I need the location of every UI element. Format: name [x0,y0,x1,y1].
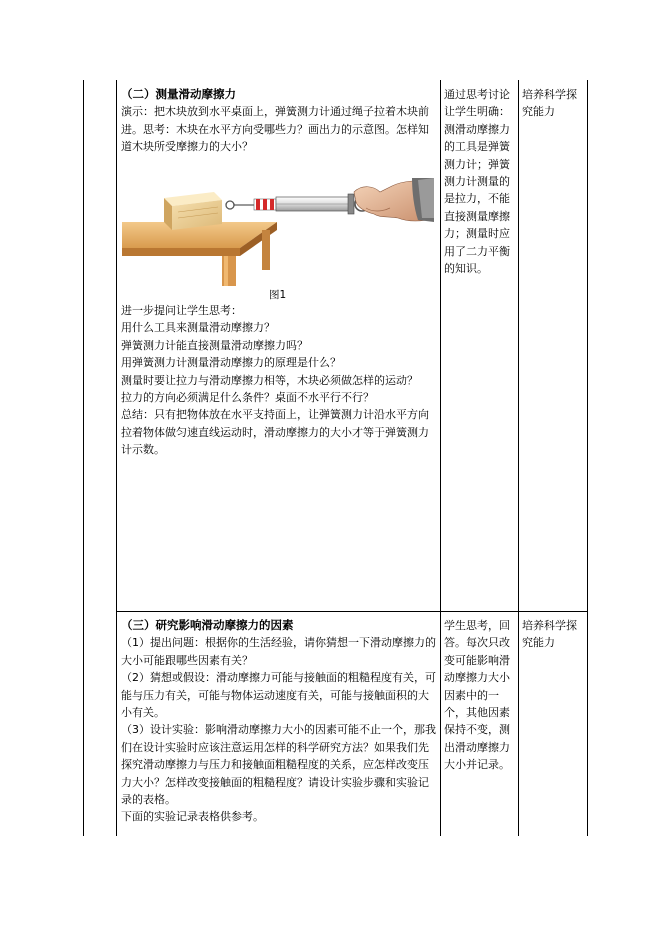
table-divider-2 [518,80,519,836]
section3-student-activity: 学生思考，回答。每次只改变可能影响滑动摩擦力大小因素中的一个，其他因素保持不变，测出滑动摩擦力大小并记录。 [444,619,510,772]
question-line: 用弹簧测力计测量滑动摩擦力的原理是什么？ [121,356,341,370]
section3-heading: （三）研究影响滑动摩擦力的因素 [121,618,294,632]
question-line: 拉力的方向必须满足什么条件？桌面不水平行不行？ [121,391,374,405]
table-border-left [116,80,117,836]
figure-caption: 图1 [269,289,287,301]
section3-goal: 培养科学探究能力 [522,619,577,650]
margin-line [83,80,84,836]
section2-heading: （二）测量滑动摩擦力 [121,87,236,101]
row-separator [116,611,588,612]
section3-paragraph-1: （1）提出问题：根据你的生活经验，请你猜想一下滑动摩擦力的大小可能跟哪些因素有关？ [121,636,436,667]
section2-demo-text: 演示：把木块放到水平桌面上，弹簧测力计通过绳子拉着木块前进。思考：木块在水平方向受哪些力？画出力的示意图。怎样知道木块所受摩擦力的大小？ [121,105,429,154]
section2-goal: 培养科学探究能力 [522,88,577,119]
section2-student-activity: 通过思考讨论让学生明确：测滑动摩擦力的工具是弹簧测力计；弹簧测力计测量的是拉力，不能直接测量摩擦力；测量时应用了二力平衡的知识。 [444,88,510,276]
section3-paragraph-4: 下面的实验记录表格供参考。 [121,810,264,824]
table-divider-1 [440,80,441,836]
section2-summary: 总结：只有把物体放在水平支持面上，让弹簧测力计沿水平方向拉着物体做匀速直线运动时，滑动摩擦力的大小才等于弹簧测力计示数。 [121,408,429,457]
section2-main-cell [121,86,439,156]
question-line: 测量时要让拉力与滑动摩擦力相等，木块必须做怎样的运动？ [121,373,418,387]
question-line: 用什么工具来测量滑动摩擦力？ [121,321,275,335]
table-border-right [587,80,588,836]
section3-paragraph-2: （2）猜想或假设：滑动摩擦力可能与接触面的粗糙程度有关，可能与压力有关，可能与物体运动速度有关，可能与接触面积的大小有关。 [121,671,436,720]
figure-spring-scale-illustration [122,178,434,286]
section3-main-cell [121,617,439,826]
question-line: 进一步提问让学生思考： [121,304,242,317]
section2-questions [121,302,439,459]
question-line: 弹簧测力计能直接测量滑动摩擦力吗？ [121,338,308,352]
section3-paragraph-3: （3）设计实验：影响滑动摩擦力大小的因素可能不止一个，那我们在设计实验时应该注意运用怎样的科学研究方法？如果我们先探究滑动摩擦力与压力和接触面粗糙程度的关系，应怎样改变压力大小？怎样改变接触面的粗糙程度？请设计实验步骤和实验记录的表格。 [121,723,436,807]
